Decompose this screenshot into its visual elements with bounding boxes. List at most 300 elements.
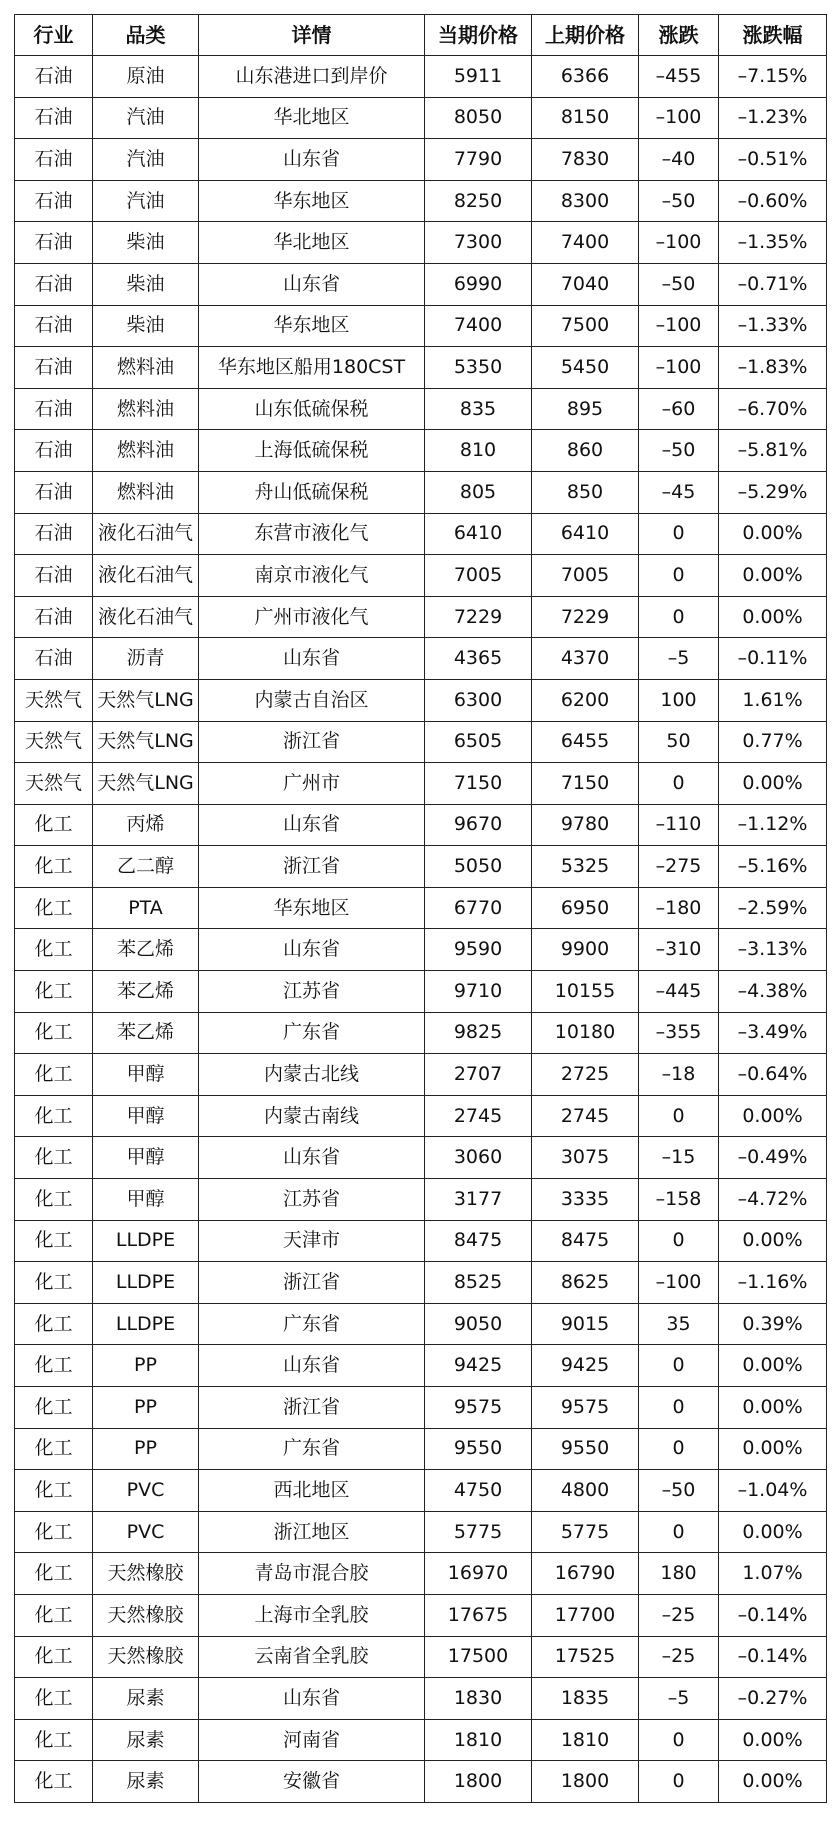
price-table-container — [14, 14, 826, 1803]
cell-details: 华东地区 — [199, 180, 425, 222]
cell-change-percent: 0.00% — [719, 596, 827, 638]
cell-previous-price: 17700 — [532, 1594, 639, 1636]
cell-details: 山东省 — [199, 638, 425, 680]
cell-change: 0 — [639, 1719, 719, 1761]
cell-previous-price: 5775 — [532, 1511, 639, 1553]
cell-current-price: 6300 — [425, 679, 532, 721]
cell-change: –25 — [639, 1636, 719, 1678]
cell-change-percent: –3.49% — [719, 1012, 827, 1054]
cell-details: 山东省 — [199, 263, 425, 305]
cell-current-price: 5775 — [425, 1511, 532, 1553]
cell-previous-price: 8300 — [532, 180, 639, 222]
cell-industry: 化工 — [15, 1095, 93, 1137]
cell-change: –100 — [639, 222, 719, 264]
table-row — [15, 1387, 827, 1429]
table-row — [15, 222, 827, 264]
cell-change-percent: 0.00% — [719, 1220, 827, 1262]
cell-change: 0 — [639, 1428, 719, 1470]
cell-change-percent: –1.23% — [719, 97, 827, 139]
header-current-price: 当期价格 — [425, 15, 532, 56]
cell-details: 山东省 — [199, 929, 425, 971]
cell-change-percent: 0.00% — [719, 1345, 827, 1387]
cell-category: 天然橡胶 — [93, 1594, 199, 1636]
cell-current-price: 17500 — [425, 1636, 532, 1678]
cell-previous-price: 7229 — [532, 596, 639, 638]
cell-previous-price: 7150 — [532, 763, 639, 805]
cell-category: 燃料油 — [93, 471, 199, 513]
cell-current-price: 4365 — [425, 638, 532, 680]
cell-previous-price: 6200 — [532, 679, 639, 721]
table-row — [15, 929, 827, 971]
cell-category: PVC — [93, 1511, 199, 1553]
cell-details: 华北地区 — [199, 222, 425, 264]
header-row — [15, 15, 827, 56]
cell-details: 云南省全乳胶 — [199, 1636, 425, 1678]
cell-change: 0 — [639, 1511, 719, 1553]
cell-details: 山东低硫保税 — [199, 388, 425, 430]
cell-current-price: 9550 — [425, 1428, 532, 1470]
table-row — [15, 1345, 827, 1387]
cell-change: 0 — [639, 1345, 719, 1387]
cell-category: PP — [93, 1387, 199, 1429]
cell-change-percent: 0.77% — [719, 721, 827, 763]
cell-change: –180 — [639, 887, 719, 929]
cell-change: –355 — [639, 1012, 719, 1054]
cell-previous-price: 16790 — [532, 1553, 639, 1595]
cell-industry: 化工 — [15, 1303, 93, 1345]
cell-industry: 石油 — [15, 430, 93, 472]
cell-category: 乙二醇 — [93, 846, 199, 888]
cell-category: 天然气LNG — [93, 763, 199, 805]
cell-change-percent: 0.00% — [719, 555, 827, 597]
cell-industry: 石油 — [15, 180, 93, 222]
cell-change: 0 — [639, 555, 719, 597]
cell-previous-price: 10180 — [532, 1012, 639, 1054]
table-row — [15, 1678, 827, 1720]
table-row — [15, 305, 827, 347]
cell-change-percent: –5.81% — [719, 430, 827, 472]
cell-category: 天然气LNG — [93, 721, 199, 763]
cell-category: 尿素 — [93, 1678, 199, 1720]
cell-industry: 化工 — [15, 971, 93, 1013]
cell-category: 苯乙烯 — [93, 971, 199, 1013]
cell-change: –50 — [639, 1470, 719, 1512]
cell-previous-price: 860 — [532, 430, 639, 472]
cell-previous-price: 7400 — [532, 222, 639, 264]
cell-current-price: 7005 — [425, 555, 532, 597]
cell-change: 0 — [639, 1387, 719, 1429]
cell-previous-price: 7830 — [532, 139, 639, 181]
table-row — [15, 804, 827, 846]
cell-change-percent: 0.00% — [719, 763, 827, 805]
cell-change-percent: 0.00% — [719, 1428, 827, 1470]
cell-change: 0 — [639, 1761, 719, 1803]
cell-previous-price: 10155 — [532, 971, 639, 1013]
table-row — [15, 1553, 827, 1595]
cell-change-percent: –1.04% — [719, 1470, 827, 1512]
cell-previous-price: 5450 — [532, 347, 639, 389]
cell-industry: 化工 — [15, 887, 93, 929]
cell-change: –158 — [639, 1179, 719, 1221]
cell-industry: 化工 — [15, 1636, 93, 1678]
cell-industry: 化工 — [15, 1761, 93, 1803]
cell-previous-price: 1835 — [532, 1678, 639, 1720]
cell-category: 原油 — [93, 56, 199, 98]
cell-change-percent: –7.15% — [719, 56, 827, 98]
cell-current-price: 9050 — [425, 1303, 532, 1345]
table-row — [15, 1428, 827, 1470]
cell-change: 0 — [639, 1220, 719, 1262]
table-row — [15, 887, 827, 929]
table-row — [15, 1303, 827, 1345]
cell-change-percent: 0.00% — [719, 1511, 827, 1553]
cell-change: 100 — [639, 679, 719, 721]
cell-industry: 化工 — [15, 1719, 93, 1761]
cell-details: 江苏省 — [199, 1179, 425, 1221]
cell-change: –110 — [639, 804, 719, 846]
cell-industry: 化工 — [15, 1012, 93, 1054]
cell-change: –455 — [639, 56, 719, 98]
cell-previous-price: 7040 — [532, 263, 639, 305]
cell-details: 上海市全乳胶 — [199, 1594, 425, 1636]
price-table — [14, 14, 827, 1803]
cell-change-percent: –3.13% — [719, 929, 827, 971]
cell-details: 华北地区 — [199, 97, 425, 139]
cell-category: 甲醇 — [93, 1095, 199, 1137]
cell-industry: 化工 — [15, 1054, 93, 1096]
cell-category: LLDPE — [93, 1262, 199, 1304]
cell-category: PVC — [93, 1470, 199, 1512]
cell-category: 柴油 — [93, 305, 199, 347]
cell-change: 0 — [639, 763, 719, 805]
cell-category: PP — [93, 1345, 199, 1387]
header-change: 涨跌 — [639, 15, 719, 56]
cell-details: 内蒙古北线 — [199, 1054, 425, 1096]
table-row — [15, 263, 827, 305]
cell-current-price: 5911 — [425, 56, 532, 98]
cell-change: –18 — [639, 1054, 719, 1096]
cell-previous-price: 9900 — [532, 929, 639, 971]
table-row — [15, 971, 827, 1013]
cell-current-price: 6990 — [425, 263, 532, 305]
cell-current-price: 810 — [425, 430, 532, 472]
cell-details: 山东港进口到岸价 — [199, 56, 425, 98]
cell-details: 西北地区 — [199, 1470, 425, 1512]
cell-details: 山东省 — [199, 1345, 425, 1387]
table-body — [15, 56, 827, 1803]
cell-industry: 化工 — [15, 1594, 93, 1636]
cell-current-price: 7300 — [425, 222, 532, 264]
cell-category: 苯乙烯 — [93, 929, 199, 971]
table-row — [15, 513, 827, 555]
cell-previous-price: 9425 — [532, 1345, 639, 1387]
cell-previous-price: 1810 — [532, 1719, 639, 1761]
cell-industry: 化工 — [15, 1470, 93, 1512]
cell-previous-price: 7005 — [532, 555, 639, 597]
cell-industry: 石油 — [15, 638, 93, 680]
cell-industry: 石油 — [15, 555, 93, 597]
table-row — [15, 1470, 827, 1512]
cell-change-percent: –0.11% — [719, 638, 827, 680]
table-row — [15, 596, 827, 638]
cell-previous-price: 8625 — [532, 1262, 639, 1304]
table-row — [15, 679, 827, 721]
cell-change: –275 — [639, 846, 719, 888]
cell-current-price: 7150 — [425, 763, 532, 805]
cell-change: –50 — [639, 180, 719, 222]
header-industry: 行业 — [15, 15, 93, 56]
cell-current-price: 5350 — [425, 347, 532, 389]
cell-industry: 天然气 — [15, 679, 93, 721]
cell-change-percent: 0.00% — [719, 1761, 827, 1803]
table-row — [15, 430, 827, 472]
cell-category: 尿素 — [93, 1761, 199, 1803]
cell-details: 广东省 — [199, 1428, 425, 1470]
cell-previous-price: 4370 — [532, 638, 639, 680]
cell-industry: 石油 — [15, 222, 93, 264]
cell-previous-price: 9780 — [532, 804, 639, 846]
table-row — [15, 139, 827, 181]
table-row — [15, 1012, 827, 1054]
cell-previous-price: 6410 — [532, 513, 639, 555]
cell-change-percent: 0.00% — [719, 1719, 827, 1761]
cell-details: 山东省 — [199, 1137, 425, 1179]
cell-industry: 化工 — [15, 1262, 93, 1304]
cell-current-price: 7790 — [425, 139, 532, 181]
table-row — [15, 1761, 827, 1803]
cell-change: –100 — [639, 97, 719, 139]
cell-previous-price: 850 — [532, 471, 639, 513]
cell-category: 液化石油气 — [93, 596, 199, 638]
cell-details: 山东省 — [199, 1678, 425, 1720]
cell-category: 柴油 — [93, 222, 199, 264]
cell-details: 内蒙古自治区 — [199, 679, 425, 721]
cell-current-price: 8250 — [425, 180, 532, 222]
table-row — [15, 638, 827, 680]
cell-category: 甲醇 — [93, 1137, 199, 1179]
cell-details: 浙江省 — [199, 721, 425, 763]
table-row — [15, 1179, 827, 1221]
cell-category: 苯乙烯 — [93, 1012, 199, 1054]
table-row — [15, 1137, 827, 1179]
cell-change-percent: –0.60% — [719, 180, 827, 222]
cell-change: –100 — [639, 1262, 719, 1304]
cell-current-price: 17675 — [425, 1594, 532, 1636]
cell-category: PP — [93, 1428, 199, 1470]
cell-change: –50 — [639, 263, 719, 305]
cell-previous-price: 8475 — [532, 1220, 639, 1262]
cell-current-price: 6505 — [425, 721, 532, 763]
cell-current-price: 4750 — [425, 1470, 532, 1512]
cell-previous-price: 3075 — [532, 1137, 639, 1179]
cell-details: 华东地区 — [199, 305, 425, 347]
table-row — [15, 1262, 827, 1304]
table-row — [15, 1594, 827, 1636]
cell-details: 内蒙古南线 — [199, 1095, 425, 1137]
cell-previous-price: 2745 — [532, 1095, 639, 1137]
cell-industry: 天然气 — [15, 721, 93, 763]
header-previous-price: 上期价格 — [532, 15, 639, 56]
cell-change-percent: 0.00% — [719, 1387, 827, 1429]
cell-current-price: 9590 — [425, 929, 532, 971]
cell-details: 浙江省 — [199, 1387, 425, 1429]
cell-details: 东营市液化气 — [199, 513, 425, 555]
cell-change-percent: 1.61% — [719, 679, 827, 721]
cell-change-percent: –1.33% — [719, 305, 827, 347]
cell-change: –100 — [639, 305, 719, 347]
cell-category: 尿素 — [93, 1719, 199, 1761]
table-row — [15, 1719, 827, 1761]
cell-current-price: 6410 — [425, 513, 532, 555]
cell-change-percent: –0.27% — [719, 1678, 827, 1720]
cell-current-price: 9575 — [425, 1387, 532, 1429]
table-row — [15, 97, 827, 139]
cell-change: 0 — [639, 596, 719, 638]
cell-industry: 石油 — [15, 596, 93, 638]
cell-industry: 化工 — [15, 1428, 93, 1470]
cell-change: –50 — [639, 430, 719, 472]
table-row — [15, 1054, 827, 1096]
cell-category: 甲醇 — [93, 1054, 199, 1096]
table-row — [15, 846, 827, 888]
cell-change-percent: –1.83% — [719, 347, 827, 389]
cell-previous-price: 8150 — [532, 97, 639, 139]
cell-category: 汽油 — [93, 180, 199, 222]
cell-industry: 化工 — [15, 1179, 93, 1221]
cell-current-price: 1810 — [425, 1719, 532, 1761]
cell-industry: 石油 — [15, 513, 93, 555]
cell-previous-price: 5325 — [532, 846, 639, 888]
table-row — [15, 763, 827, 805]
cell-change-percent: –1.16% — [719, 1262, 827, 1304]
cell-current-price: 805 — [425, 471, 532, 513]
cell-change-percent: –0.14% — [719, 1636, 827, 1678]
cell-category: LLDPE — [93, 1220, 199, 1262]
cell-change-percent: 0.39% — [719, 1303, 827, 1345]
table-row — [15, 347, 827, 389]
cell-category: PTA — [93, 887, 199, 929]
table-row — [15, 1636, 827, 1678]
cell-change-percent: 1.07% — [719, 1553, 827, 1595]
cell-change-percent: –0.51% — [719, 139, 827, 181]
cell-category: LLDPE — [93, 1303, 199, 1345]
cell-details: 广东省 — [199, 1012, 425, 1054]
cell-category: 燃料油 — [93, 347, 199, 389]
cell-details: 南京市液化气 — [199, 555, 425, 597]
table-row — [15, 56, 827, 98]
cell-category: 甲醇 — [93, 1179, 199, 1221]
table-row — [15, 555, 827, 597]
cell-category: 沥青 — [93, 638, 199, 680]
cell-industry: 化工 — [15, 846, 93, 888]
cell-change-percent: 0.00% — [719, 513, 827, 555]
cell-current-price: 1800 — [425, 1761, 532, 1803]
cell-change: –310 — [639, 929, 719, 971]
cell-change: 35 — [639, 1303, 719, 1345]
cell-change-percent: –6.70% — [719, 388, 827, 430]
cell-details: 安徽省 — [199, 1761, 425, 1803]
table-row — [15, 180, 827, 222]
cell-details: 华东地区 — [199, 887, 425, 929]
cell-details: 广州市液化气 — [199, 596, 425, 638]
cell-details: 浙江省 — [199, 1262, 425, 1304]
cell-current-price: 2707 — [425, 1054, 532, 1096]
cell-change: –5 — [639, 638, 719, 680]
cell-industry: 石油 — [15, 388, 93, 430]
cell-change: –15 — [639, 1137, 719, 1179]
cell-current-price: 8475 — [425, 1220, 532, 1262]
cell-previous-price: 9550 — [532, 1428, 639, 1470]
cell-change-percent: –4.72% — [719, 1179, 827, 1221]
cell-change-percent: –5.29% — [719, 471, 827, 513]
cell-change-percent: –1.12% — [719, 804, 827, 846]
cell-current-price: 3060 — [425, 1137, 532, 1179]
cell-previous-price: 3335 — [532, 1179, 639, 1221]
cell-previous-price: 17525 — [532, 1636, 639, 1678]
cell-details: 舟山低硫保税 — [199, 471, 425, 513]
table-row — [15, 721, 827, 763]
cell-category: 天然橡胶 — [93, 1553, 199, 1595]
cell-change: –5 — [639, 1678, 719, 1720]
cell-current-price: 7229 — [425, 596, 532, 638]
cell-industry: 化工 — [15, 1553, 93, 1595]
header-category: 品类 — [93, 15, 199, 56]
cell-current-price: 8525 — [425, 1262, 532, 1304]
cell-category: 柴油 — [93, 263, 199, 305]
cell-change: –25 — [639, 1594, 719, 1636]
cell-change: –445 — [639, 971, 719, 1013]
cell-industry: 化工 — [15, 1345, 93, 1387]
cell-change: –100 — [639, 347, 719, 389]
cell-previous-price: 1800 — [532, 1761, 639, 1803]
table-row — [15, 1095, 827, 1137]
cell-change: 50 — [639, 721, 719, 763]
header-details: 详情 — [199, 15, 425, 56]
cell-details: 河南省 — [199, 1719, 425, 1761]
cell-change: 0 — [639, 1095, 719, 1137]
cell-details: 山东省 — [199, 804, 425, 846]
cell-previous-price: 7500 — [532, 305, 639, 347]
cell-previous-price: 6950 — [532, 887, 639, 929]
cell-category: 燃料油 — [93, 430, 199, 472]
cell-category: 燃料油 — [93, 388, 199, 430]
cell-current-price: 9710 — [425, 971, 532, 1013]
table-row — [15, 1220, 827, 1262]
cell-current-price: 3177 — [425, 1179, 532, 1221]
cell-change-percent: –1.35% — [719, 222, 827, 264]
table-row — [15, 471, 827, 513]
cell-category: 天然橡胶 — [93, 1636, 199, 1678]
cell-current-price: 9670 — [425, 804, 532, 846]
cell-change-percent: –2.59% — [719, 887, 827, 929]
cell-change-percent: 0.00% — [719, 1095, 827, 1137]
cell-industry: 化工 — [15, 1137, 93, 1179]
cell-industry: 化工 — [15, 1220, 93, 1262]
cell-change: 0 — [639, 513, 719, 555]
cell-current-price: 9425 — [425, 1345, 532, 1387]
cell-industry: 化工 — [15, 1678, 93, 1720]
cell-change: –45 — [639, 471, 719, 513]
cell-details: 浙江地区 — [199, 1511, 425, 1553]
cell-change: 180 — [639, 1553, 719, 1595]
cell-current-price: 2745 — [425, 1095, 532, 1137]
cell-industry: 天然气 — [15, 763, 93, 805]
cell-current-price: 6770 — [425, 887, 532, 929]
cell-industry: 石油 — [15, 97, 93, 139]
cell-details: 广东省 — [199, 1303, 425, 1345]
cell-details: 江苏省 — [199, 971, 425, 1013]
cell-previous-price: 6455 — [532, 721, 639, 763]
